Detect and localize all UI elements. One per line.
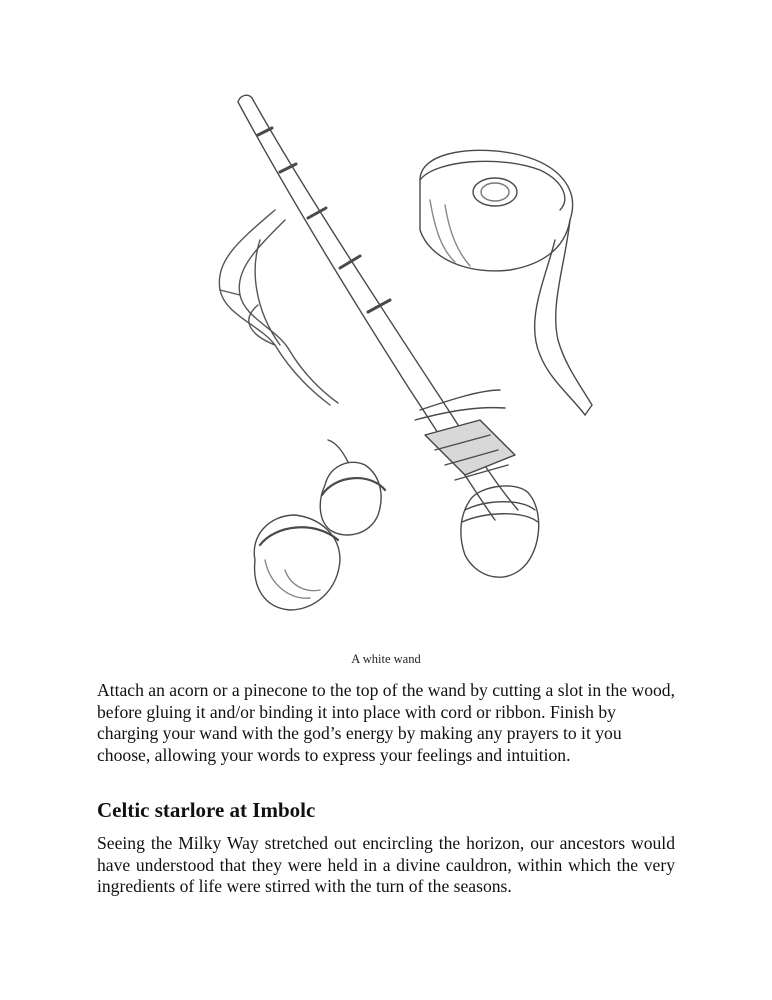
acorns-drawing [254,440,385,610]
wand-illustration [180,90,600,650]
ribbon-left-drawing [219,210,338,405]
section-heading: Celtic starlore at Imbolc [97,798,316,822]
ribbon-roll-drawing [420,150,592,415]
body-paragraph: Attach an acorn or a pinecone to the top of the wand by cutting a slot in the wood, before gluing it and/or binding it into place with cord or ribbon. Finish by charging your wand with the god’s energy by making any prayers to it you choose, allowing your words to express your feelings and intuition. [97,680,675,765]
body-paragraph: Seeing the Milky Way stretched out encircling the horizon, our ancestors would have understood that they were held in a divine cauldron, within which the very ingredients of life were stirred with the turn of the seasons. [97,833,675,896]
figure-caption: A white wand [351,652,421,666]
wand-drawing [238,95,539,577]
